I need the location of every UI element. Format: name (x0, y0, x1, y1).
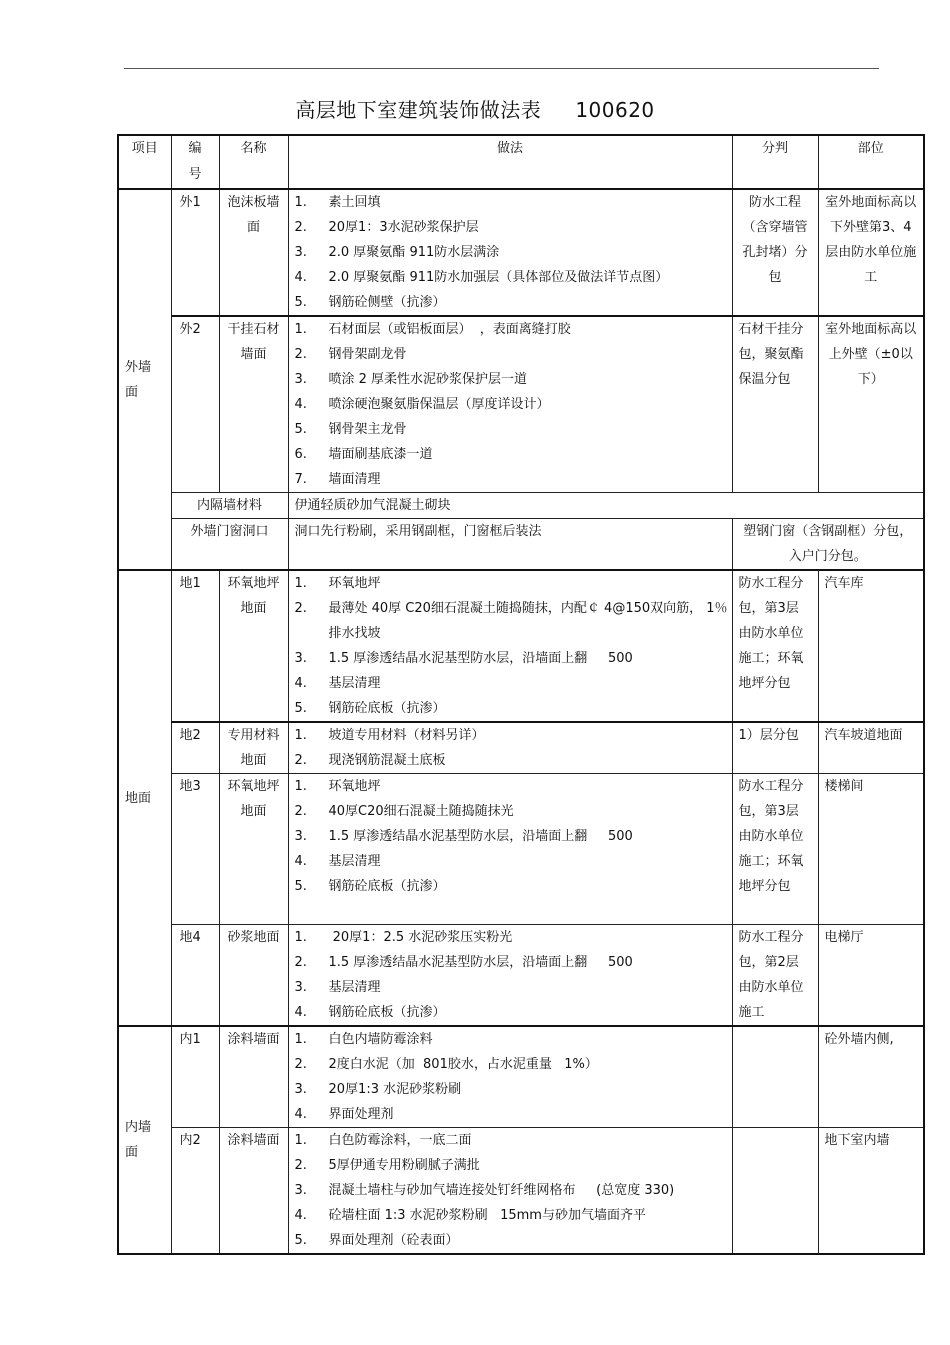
step: 1. 20厚1：2.5 水泥砂浆压实粉光 (294, 930, 513, 945)
step: 2. 现浇钢筋混凝土底板 (294, 753, 446, 768)
step: 5. 钢筋砼侧壁（抗渗） (294, 295, 446, 310)
row-n1 (118, 1026, 924, 1128)
step: 6. 墙面刷基底漆一道 (294, 447, 433, 462)
label-w4: 外墙门窗洞口 (171, 519, 288, 571)
header-code-text: 编号 (188, 141, 202, 182)
division-w4: 塑钢门窗（含钢副框）分包，入户门分包。 (732, 519, 924, 571)
row-w2 (118, 316, 924, 493)
step: 1. 环氧地坪 (294, 779, 381, 794)
name-w2: 干挂石材墙面 (219, 316, 288, 493)
name-f2: 专用材料地面 (219, 722, 288, 774)
division-f4: 防水工程分包，第2层由防水单位施工 (732, 925, 818, 1027)
step: 5. 钢筋砼底板（抗渗） (294, 701, 446, 716)
header-location: 部位 (818, 135, 924, 189)
step: 7. 墙面清理 (294, 472, 381, 487)
code-f1: 地1 (171, 570, 219, 722)
step: 4. 基层清理 (294, 676, 381, 691)
step: 2. 40厚C20细石混凝土随捣随抹光 (294, 804, 514, 819)
title-code: 100620 (575, 98, 655, 122)
location-n2: 地下室内墙 (818, 1128, 924, 1255)
page-title (0, 94, 950, 123)
step: 2. 钢骨架副龙骨 (294, 347, 407, 362)
step: 4. 钢筋砼底板（抗渗） (294, 1005, 446, 1020)
step: 2. 5厚伊通专用粉刷腻子满批 (294, 1158, 480, 1173)
step: 1. 白色内墙防霉涂料 (294, 1032, 433, 1047)
step: 1. 环氧地坪 (294, 576, 381, 591)
name-f4: 砂浆地面 (219, 925, 288, 1027)
top-rule (124, 68, 879, 69)
step: 4. 基层清理 (294, 854, 381, 869)
step: 5. 钢骨架主龙骨 (294, 422, 407, 437)
division-f3: 防水工程分包，第3层由防水单位施工；环氧地坪分包 (732, 774, 818, 925)
step: 5. 界面处理剂（砼表面） (294, 1233, 459, 1248)
code-f4: 地4 (171, 925, 219, 1027)
name-f3: 环氧地坪地面 (219, 774, 288, 925)
location-w1: 室外地面标高以下外壁第3、4层由防水单位施工 (818, 189, 924, 316)
division-w2: 石材干挂分包，聚氨酯保温分包 (732, 316, 818, 493)
row-f3 (118, 774, 924, 925)
name-n2: 涂料墙面 (219, 1128, 288, 1255)
section-exterior (118, 189, 171, 570)
method-f4 (288, 925, 732, 1027)
title-text: 高层地下室建筑装饰做法表 (295, 98, 542, 122)
step: 2. 20厚1：3水泥砂浆保护层 (294, 220, 479, 235)
row-f1 (118, 570, 924, 722)
finish-schedule-table (117, 134, 925, 1255)
code-f2: 地2 (171, 722, 219, 774)
method-f2 (288, 722, 732, 774)
method-w2 (288, 316, 732, 493)
step: 3. 20厚1:3 水泥砂浆粉刷 (294, 1082, 462, 1097)
division-f2: 1）层分包 (732, 722, 818, 774)
header-row (118, 135, 924, 189)
division-w1: 防水工程（含穿墙管孔封堵）分包 (732, 189, 818, 316)
step: 3. 基层清理 (294, 980, 381, 995)
section-interior (118, 1026, 171, 1254)
header-division: 分判 (732, 135, 818, 189)
step: 3. 1.5 厚渗透结晶水泥基型防水层，沿墙面上翻 500 (294, 651, 633, 666)
division-n1 (732, 1026, 818, 1128)
step: 3. 喷涂 2 厚柔性水泥砂浆保护层一道 (294, 372, 528, 387)
division-n2 (732, 1128, 818, 1255)
row-f2 (118, 722, 924, 774)
location-f4: 电梯厅 (818, 925, 924, 1027)
step: 2. 最薄处 40厚 C20细石混凝土随捣随抹，内配￠ 4@150双向筋， 1％排水找坡 (294, 601, 728, 641)
text-w4: 洞口先行粉刷，采用钢副框，门窗框后装法 (288, 519, 732, 571)
section-exterior-label: 外墙面 (125, 359, 152, 400)
code-f3: 地3 (171, 774, 219, 925)
step: 3. 2.0 厚聚氨酯 911防水层满涂 (294, 245, 500, 260)
step: 4. 2.0 厚聚氨酯 911防水加强层（具体部位及做法详节点图） (294, 270, 669, 285)
step: 1. 石材面层（或铝板面层） ，表面离缝打胶 (294, 322, 571, 337)
header-method: 做法 (288, 135, 732, 189)
row-w3 (118, 493, 924, 519)
step: 2. 2度白水泥（加 801胶水，占水泥重量 1%） (294, 1057, 598, 1072)
step: 1. 素土回填 (294, 195, 381, 210)
row-w4 (118, 519, 924, 571)
location-f3: 楼梯间 (818, 774, 924, 925)
location-w2: 室外地面标高以上外壁（±0以下） (818, 316, 924, 493)
step: 4. 界面处理剂 (294, 1107, 394, 1122)
row-w1 (118, 189, 924, 316)
location-f2: 汽车坡道地面 (818, 722, 924, 774)
method-f1 (288, 570, 732, 722)
name-n1: 涂料墙面 (219, 1026, 288, 1128)
step: 3. 混凝土墙柱与砂加气墙连接处钉纤维网格布 (总宽度 330) (294, 1183, 675, 1198)
method-w1 (288, 189, 732, 316)
code-w1: 外1 (171, 189, 219, 316)
label-w3: 内隔墙材料 (171, 493, 288, 519)
step: 1. 坡道专用材料（材料另详） (294, 728, 485, 743)
code-w2: 外2 (171, 316, 219, 493)
step: 4. 砼墙柱面 1:3 水泥砂浆粉刷 15mm与砂加气墙面齐平 (294, 1208, 646, 1223)
step: 4. 喷涂硬泡聚氨脂保温层（厚度详设计） (294, 397, 550, 412)
location-n1: 砼外墙内侧, (818, 1026, 924, 1128)
name-w1: 泡沫板墙面 (219, 189, 288, 316)
section-interior-label: 内墙面 (125, 1120, 152, 1160)
location-f1: 汽车库 (818, 570, 924, 722)
method-n2 (288, 1128, 732, 1255)
code-n2: 内2 (171, 1128, 219, 1255)
header-name: 名称 (219, 135, 288, 189)
step: 1. 白色防霉涂料，一底二面 (294, 1133, 472, 1148)
header-code (171, 135, 219, 189)
text-w3: 伊通轻质砂加气混凝土砌块 (288, 493, 924, 519)
division-f1: 防水工程分包，第3层由防水单位施工；环氧地坪分包 (732, 570, 818, 722)
step: 5. 钢筋砼底板（抗渗） (294, 879, 446, 894)
section-floor: 地面 (118, 570, 171, 1026)
name-f1: 环氧地坪地面 (219, 570, 288, 722)
method-n1 (288, 1026, 732, 1128)
header-item: 项目 (118, 135, 171, 189)
step: 3. 1.5 厚渗透结晶水泥基型防水层，沿墙面上翻 500 (294, 829, 633, 844)
step: 2. 1.5 厚渗透结晶水泥基型防水层，沿墙面上翻 500 (294, 955, 633, 970)
method-f3 (288, 774, 732, 925)
code-n1: 内1 (171, 1026, 219, 1128)
row-f4 (118, 925, 924, 1027)
row-n2 (118, 1128, 924, 1255)
